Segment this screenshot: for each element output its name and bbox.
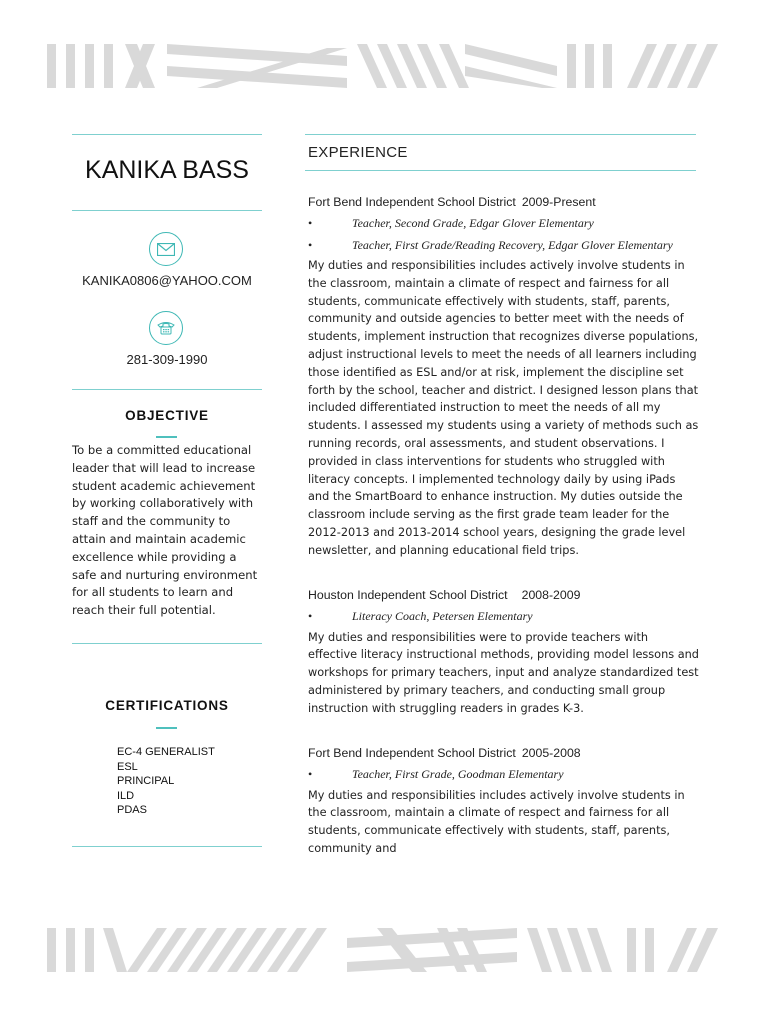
certification-item: ILD [117, 789, 135, 802]
job-description: My duties and responsibilities includes actively involve students in the classroom, maintain a climate of respect and fairness for all students, communicate effectively with students, staff, parents, community and [308, 788, 685, 855]
accent-underline [156, 436, 177, 438]
job-title [308, 744, 700, 764]
divider [305, 170, 696, 171]
employer-name: Houston Independent School District [308, 588, 508, 602]
role-item [308, 213, 700, 235]
divider [305, 134, 696, 135]
job-entry [308, 586, 700, 717]
envelope-icon [149, 232, 183, 266]
bullet-icon: • [308, 767, 313, 781]
role-text: Teacher, First Grade/Reading Recovery, Edgar Glover Elementary [352, 237, 673, 252]
candidate-name: KANIKA BASS [85, 156, 249, 184]
certifications-heading: CERTIFICATIONS [105, 698, 229, 713]
bottom-decorative-band [47, 928, 718, 972]
divider [72, 643, 262, 644]
bullet-icon: • [308, 609, 313, 623]
certification-item: PRINCIPAL [117, 775, 175, 788]
job-years: 2009-Present [521, 195, 596, 209]
employer-name: Fort Bend Independent School District [308, 195, 516, 209]
divider [72, 210, 262, 211]
role-text: Teacher, First Grade, Goodman Elementary [352, 767, 564, 781]
divider [72, 389, 262, 390]
certification-item: PDAS [117, 804, 147, 817]
certifications-list [117, 745, 215, 818]
certification-item: ESL [117, 760, 138, 773]
experience-heading: EXPERIENCE [308, 144, 408, 161]
phone-number: 281-309-1990 [126, 352, 208, 367]
certification-item: EC-4 GENERALIST [117, 746, 215, 758]
job-description: My duties and responsibilities includes actively involve students in the classroom, maintain a climate of respect and fairness for all students, communicate effectively with students, staff, parents, community and outside agencies to better meet with the needs of students, implement instruction that recognizes diverse populations, adjust instructional levels to meet the needs of all learners including those identified as ESL and/or at risk, implement the discipline set forth by the school, teacher and district. I designed lesson plans that included differentiated instruction to meet the needs of all my students. I assessed my students using a variety of methods such as running records, oral assessments, and student observations. I provided in class interventions for students who struggled with literacy concepts. I implemented technology daily by using iPads and the SmartBoard to enhance instruction. My duties outside the classroom include serving as the first grade team leader for the 2012-2013 and 2013-2014 school years, designing the grade level newsletter, and planning educational field trips. [308, 259, 699, 557]
job-title [308, 193, 700, 213]
divider [72, 134, 262, 135]
objective-heading: OBJECTIVE [125, 408, 209, 423]
top-decorative-band [47, 44, 718, 88]
objective-text: To be a committed educational leader that will lead to increase student academic achievement by working collaboratively with staff and the community to attain and maintain academic excellence while providing a safe and nurturing environment for all students to learn and reach their full potential. [72, 443, 258, 618]
bullet-icon: • [308, 237, 313, 252]
role-item [308, 764, 700, 786]
accent-underline [156, 727, 177, 729]
job-years: 2005-2008 [521, 746, 581, 760]
role-item [308, 235, 700, 257]
role-text: Teacher, Second Grade, Edgar Glover Elementary [352, 216, 594, 230]
divider [72, 846, 262, 847]
email-address: KANIKA0806@YAHOO.COM [82, 273, 252, 288]
job-description: My duties and responsibilities were to provide teachers with effective literacy instructional methods, providing model lessons and workshops for primary teachers, input and analyze standardized test administered by primary teachers, and conducting small group instruction with struggling readers in grades K-3. [308, 630, 699, 715]
bullet-icon: • [308, 216, 313, 230]
job-entry [308, 744, 700, 858]
employer-name: Fort Bend Independent School District [308, 746, 516, 760]
stripe-pattern-icon [47, 928, 718, 972]
job-title [308, 586, 700, 606]
role-item [308, 606, 700, 628]
job-years: 2008-2009 [521, 588, 581, 602]
role-text: Literacy Coach, Petersen Elementary [352, 609, 533, 623]
telephone-icon [149, 311, 183, 345]
stripe-pattern-icon [47, 44, 718, 88]
job-entry [308, 193, 700, 560]
